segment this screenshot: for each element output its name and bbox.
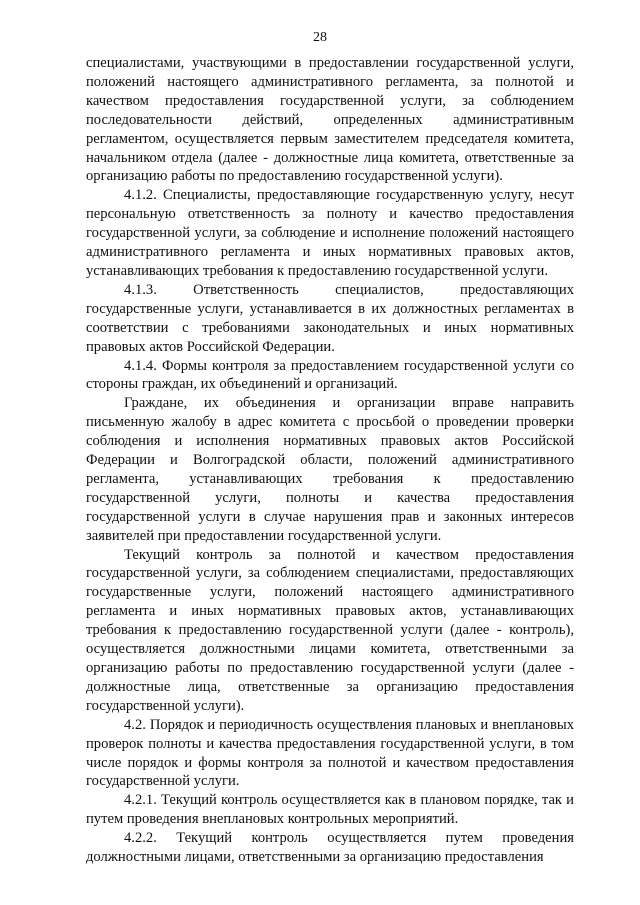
paragraph-4-1-2: 4.1.2. Специалисты, предоставляющие государственную услугу, несут персональную ответственность за полноту и качество предоставления государственной услуги, за соблюдение и исполнение положений настоящего административного регламента и иных нормативных правовых актов, устанавливающих требования к предоставлению государственной услуги. <box>86 187 574 279</box>
paragraph-continuation: специалистами, участвующими в предоставлении государственной услуги, положений настоящего административного регламента, за полнотой и качеством предоставления государственной услуги, за соблюдением последовательности действий, определенных административным регламентом, осуществляется первым заместителем председателя комитета, начальником отдела (далее - должностные лица комитета, ответственные за организацию работы по предоставлению государственной услуги). <box>86 55 574 185</box>
paragraph-4-1-3: 4.1.3. Ответственность специалистов, предоставляющих государственные услуги, устанавливается в их должностных регламентах в соответствии с требованиями законодательных и иных нормативных правовых актов Российской Федерации. <box>86 281 574 355</box>
document-body <box>86 54 574 867</box>
paragraph-4-2-1: 4.2.1. Текущий контроль осуществляется как в плановом порядке, так и путем проведения внеплановых контрольных мероприятий. <box>86 792 574 828</box>
paragraph-current-control: Текущий контроль за полнотой и качеством предоставления государственной услуги, за соблюдением специалистами, предоставляющих государственные услуги, положений настоящего административного регламента и иных нормативных правовых актов, устанавливающих требования к предоставлению государственной услуги (далее - контроль), осуществляется должностными лицами комитета, ответственными за организацию работы по предоставлению государственной услуги (далее - должностные лица, ответственные за организацию предоставления государственной услуги). <box>86 546 574 714</box>
paragraph-4-2: 4.2. Порядок и периодичность осуществления плановых и внеплановых проверок полноты и качества предоставления государственной услуги, в том числе порядок и формы контроля за полнотой и качеством предоставления государственной услуги. <box>86 716 574 790</box>
paragraph-citizens-complaint: Граждане, их объединения и организации вправе направить письменную жалобу в адрес комитета с просьбой о проведении проверки соблюдения и исполнения нормативных правовых актов Российской Федерации и Волгоградской области, положений административного регламента, устанавливающих требования к предоставлению государственной услуги, полноты и качества предоставления государственной услуги в случае нарушения прав и законных интересов заявителей при предоставлении государственной услуги. <box>86 395 574 544</box>
page-number: 28 <box>313 30 327 45</box>
paragraph-4-2-2: 4.2.2. Текущий контроль осуществляется путем проведения должностными лицами, ответственными за организацию предоставления <box>86 830 574 866</box>
paragraph-4-1-4: 4.1.4. Формы контроля за предоставлением государственной услуги со стороны граждан, их объединений и организаций. <box>86 357 574 393</box>
